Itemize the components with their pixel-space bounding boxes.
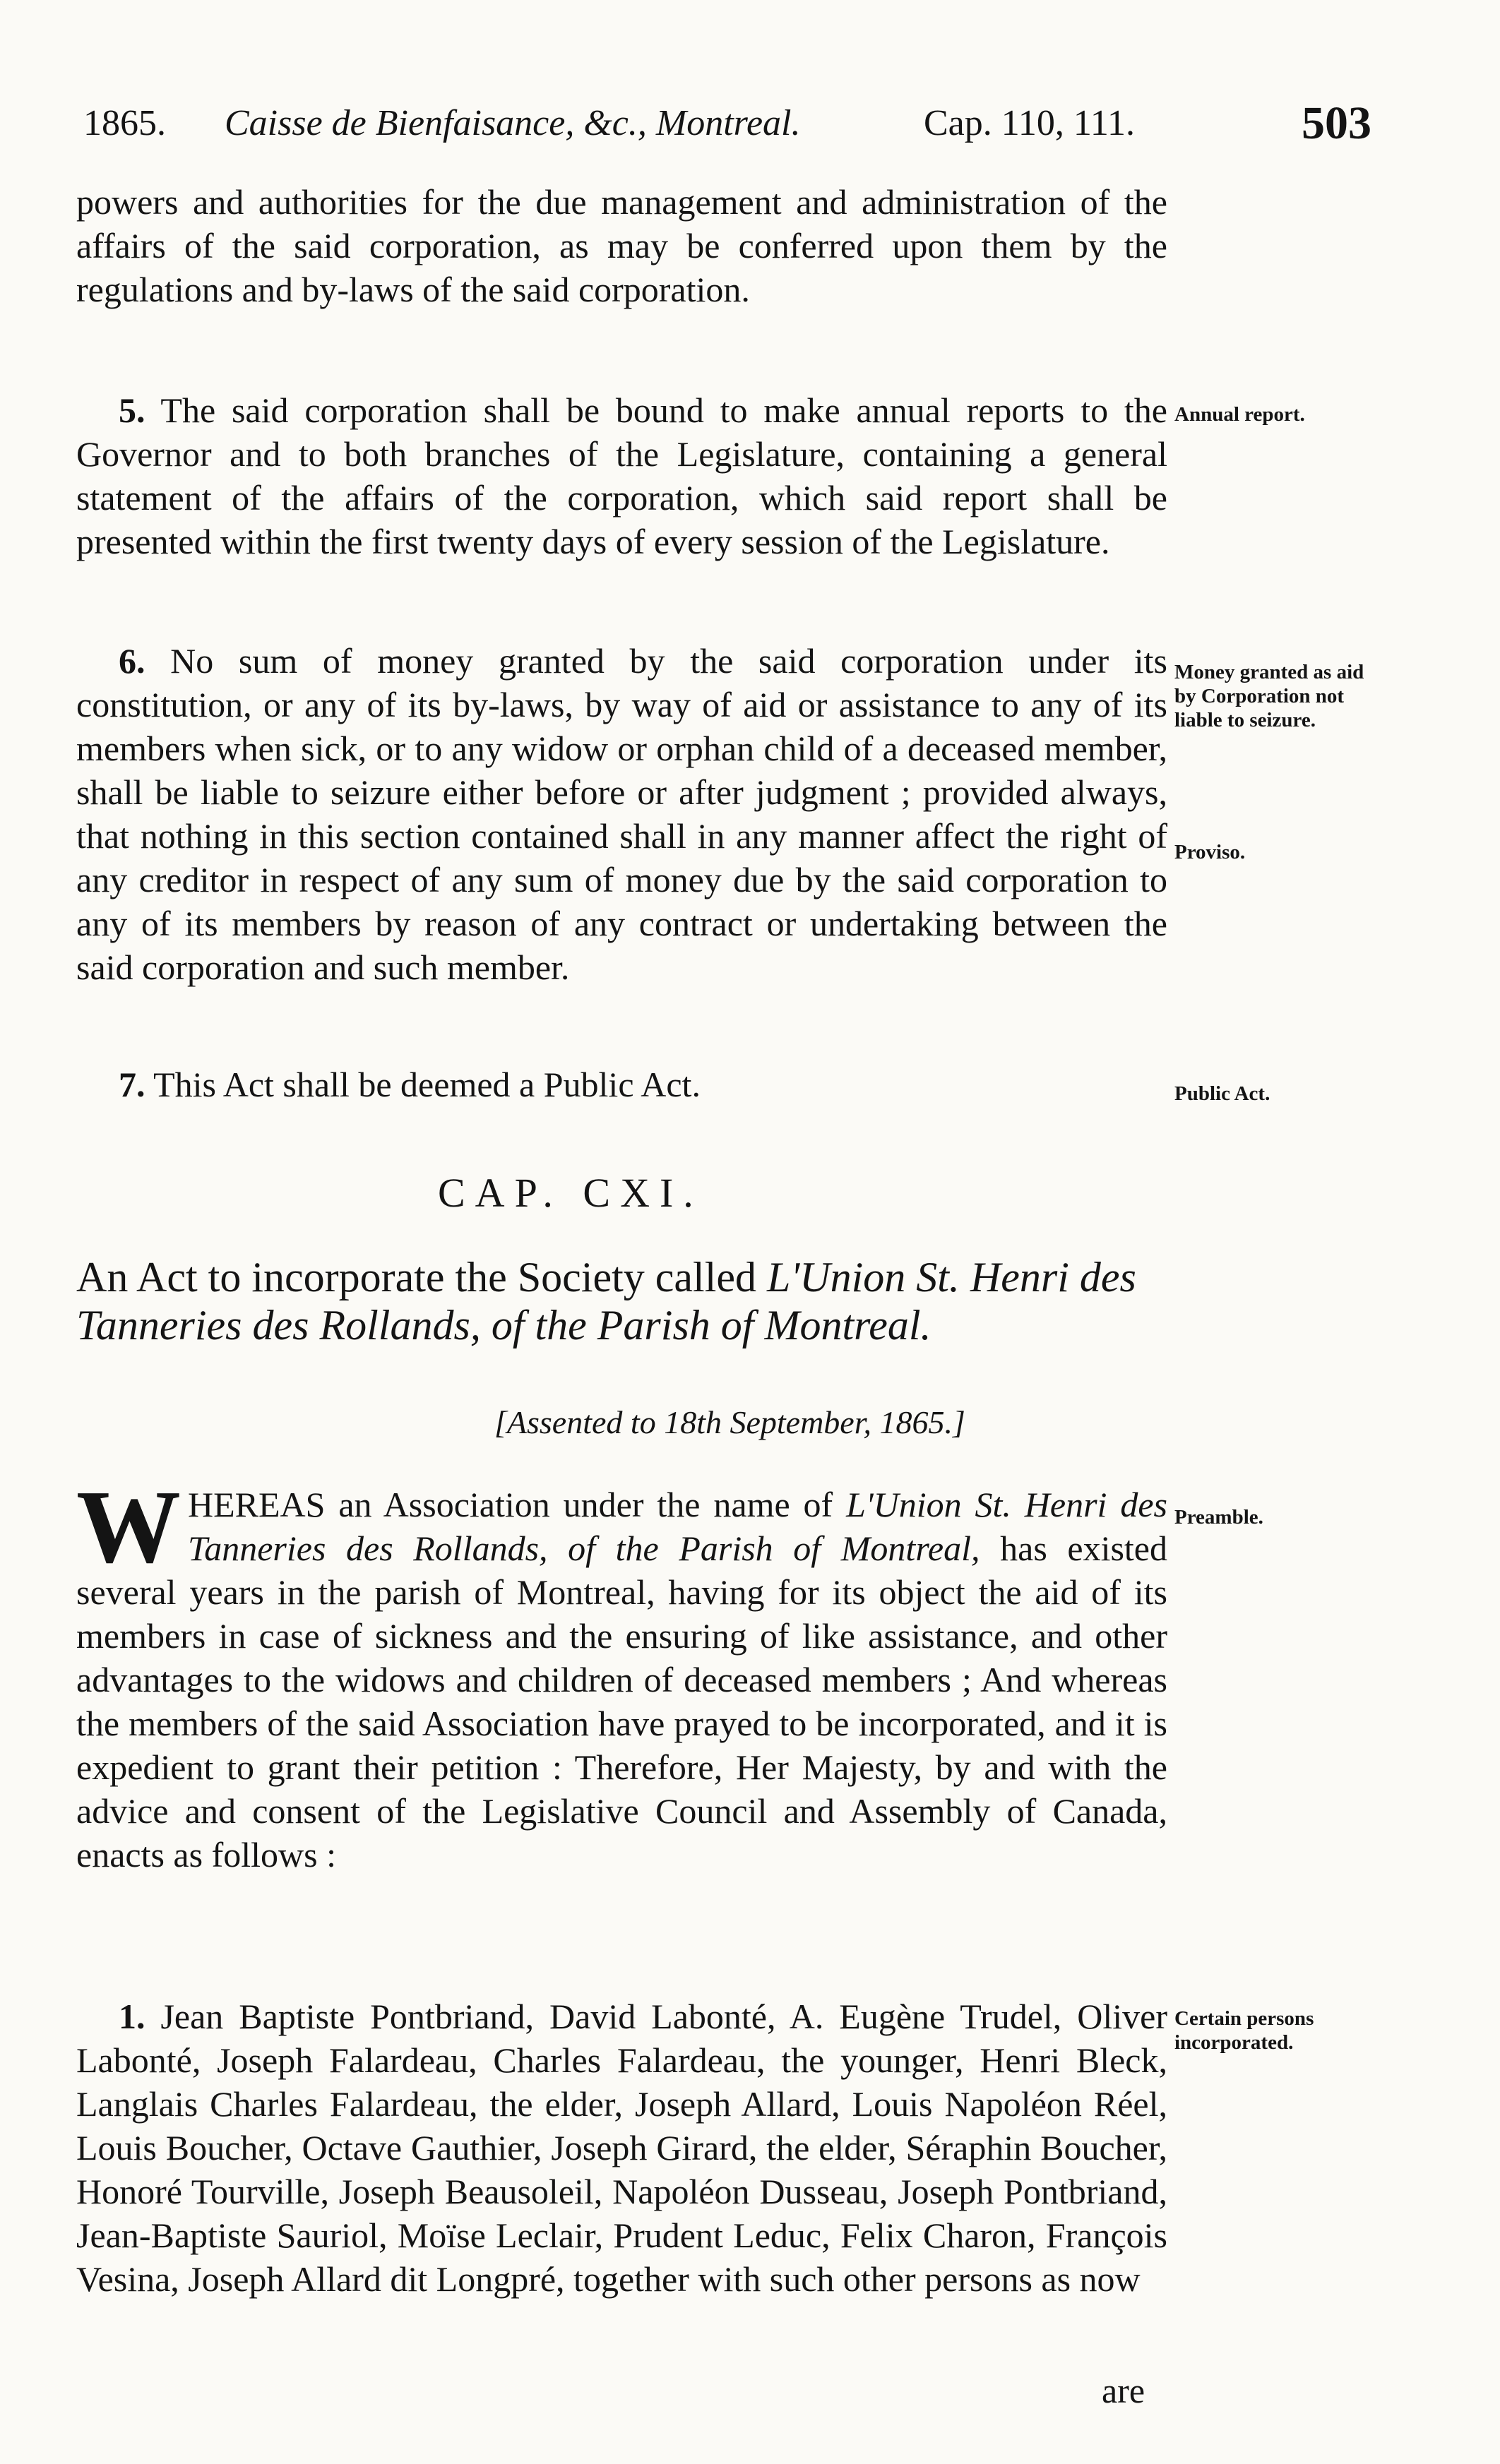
preamble <box>76 1469 1168 1877</box>
section-6-paragraph <box>76 639 1167 989</box>
section-7-paragraph <box>76 1063 1167 1106</box>
catchword: are <box>1102 2371 1145 2410</box>
header-year: 1865. <box>83 103 166 143</box>
section-intro <box>76 180 1167 311</box>
margin-note-certain-persons: Certain persons incorporated. <box>1174 2007 1314 2054</box>
act-title-society: L'Union St. Henri des Tanneries des Rollands, <box>76 1254 1136 1348</box>
drop-cap: W <box>76 1469 181 1585</box>
section-5-number: 5. <box>119 390 145 430</box>
preamble-text: has existed several years in the parish of Montreal, having for its object the aid of its members in case of sickness and the ensuring of like assistance, and other advantages to the widows and children of deceased members ; And whereas the members of the said Association have prayed to be incorporated, and it is expedient to grant their petition : Therefore, Her Majesty, by and with the advice and consent of the Legislative Council and Assembly of Canada, enacts as follows : <box>76 1529 1168 1874</box>
margin-note-preamble: Preamble. <box>1174 1506 1263 1529</box>
preamble-lead: HEREAS an Association under the name of <box>188 1485 833 1524</box>
section-5 <box>76 388 1167 563</box>
margin-note-money-granted: Money granted as aid by Corporation not liable to seizure. <box>1174 661 1364 731</box>
act-title <box>76 1253 1167 1349</box>
section-7-number: 7. <box>119 1065 145 1104</box>
chapter-heading: CAP. CXI. <box>438 1170 703 1216</box>
section-1-paragraph <box>76 1994 1167 2301</box>
section-intro-text: powers and authorities for the due management and administration of the affairs of the said corporation, as may be conferred upon them by the regulations and by-laws of the said corporation. <box>76 182 1167 309</box>
act-title-suffix: of the Parish of Montreal. <box>491 1302 931 1348</box>
preamble-paragraph <box>76 1469 1168 1877</box>
section-5-text: The said corporation shall be bound to make annual reports to the Governor and to both branches of the Legislature, containing a general statement of the affairs of the corporation, which said report shall be presented within the first twenty days of every session of the Legislature. <box>76 390 1167 561</box>
header-title: Caisse de Bienfaisance, &c., Montreal. <box>225 103 801 143</box>
section-6 <box>76 639 1167 989</box>
section-6-number: 6. <box>119 641 145 681</box>
section-7-text: This Act shall be deemed a Public Act. <box>153 1065 701 1104</box>
section-1-text: Jean Baptiste Pontbriand, David Labonté, A. Eugène Trudel, Oliver Labonté, Joseph Falardeau, Charles Falardeau, the younger, Henri Bleck, Langlais Charles Falardeau, the elder, Joseph Allard, Louis Napoléon Réel, Louis Boucher, Octave Gauthier, Joseph Girard, the elder, Séraphin Boucher, Honoré Tourville, Joseph Beausoleil, Napoléon Dusseau, Joseph Pontbriand, Jean-Baptiste Sauriol, Moïse Leclair, Prudent Leduc, Felix Charon, François Vesina, Joseph Allard dit Longpré, together with such other persons as now <box>76 1997 1167 2299</box>
section-1-number: 1. <box>119 1997 145 2036</box>
page-number: 503 <box>1302 97 1371 149</box>
section-7 <box>76 1063 1167 1106</box>
section-6-text: No sum of money granted by the said corporation under its constitution, or any of its by-laws, by way of aid or assistance to any of its members when sick, or to any widow or orphan child of a deceased member, shall be liable to seizure either before or after judgment ; provided always, that nothing in this section contained shall in any manner affect the right of any creditor in respect of any sum of money due by the said corporation to any of its members by reason of any contract or undertaking between the said corporation and such member. <box>76 641 1167 987</box>
section-1 <box>76 1994 1167 2301</box>
assent-line: [Assented to 18th September, 1865.] <box>494 1404 965 1440</box>
margin-note-public-act: Public Act. <box>1174 1082 1270 1105</box>
header-chapter: Cap. 110, 111. <box>924 103 1135 143</box>
margin-note-annual-report: Annual report. <box>1174 403 1305 426</box>
margin-note-proviso: Proviso. <box>1174 841 1246 863</box>
preamble-society: L'Union St. Henri des Tanneries des Rollands, of the Parish of Montreal, <box>188 1485 1167 1568</box>
act-title-prefix: An Act to incorporate the Society called <box>76 1254 757 1300</box>
section-5-paragraph <box>76 388 1167 563</box>
running-head <box>83 92 1390 155</box>
